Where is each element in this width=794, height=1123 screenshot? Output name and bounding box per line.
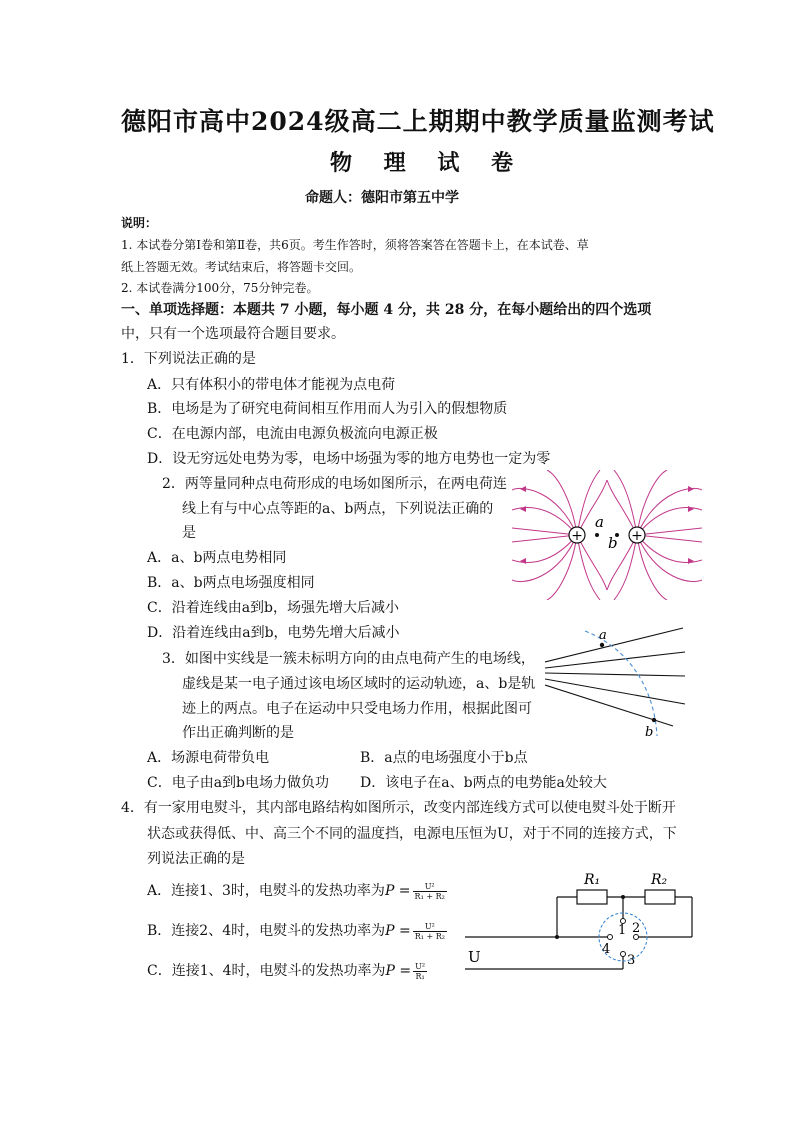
- q4-option-c-num: U²: [415, 961, 426, 971]
- q1-option-b: B．电场是为了研究电荷间相互作用而人为引入的假想物质: [147, 401, 508, 417]
- q4-option-a-text: A．连接1、3时，电熨斗的发热功率为: [147, 883, 385, 899]
- q2-stem-1: 2．两等量同种点电荷形成的电场如图所示，在两电荷连: [162, 476, 507, 492]
- notes-line-1b: 纸上答题无效。考试结束后，将答题卡交回。: [121, 260, 362, 274]
- field-arrows: [520, 486, 694, 564]
- q4-option-c: [147, 960, 427, 981]
- terminal-4-label: 4: [602, 942, 611, 957]
- q4-option-b-den: R₁ + R₂: [414, 931, 445, 941]
- q1-stem: 1．下列说法正确的是: [121, 351, 256, 367]
- author-line: 命题人：德阳市第五中学: [305, 190, 459, 206]
- q4-stem-2: 状态或获得低、中、高三个不同的温度挡，电源电压恒为U，对于不同的连接方式，下: [147, 826, 677, 842]
- q3-point-a-label: a: [599, 628, 607, 643]
- q2-option-b: B．a、b两点电场强度相同: [147, 575, 315, 591]
- notes-line-2: 2. 本试卷满分100分，75分钟完卷。: [121, 281, 319, 295]
- section-1-line-1: 一、单项选择题：本题共 7 小题，每小题 4 分，共 28 分，在每小题给出的四个选项: [121, 302, 652, 318]
- q2-stem-3: 是: [182, 525, 196, 541]
- q4-circuit-figure: [465, 866, 700, 978]
- q3-option-a: A．场源电荷带负电: [147, 750, 270, 766]
- exam-title: 德阳市高中2024级高二上期期中教学质量监测考试: [121, 107, 715, 136]
- q3-field-figure: [545, 626, 690, 741]
- q4-stem-1: 4．有一家用电熨斗，其内部电路结构如图所示，改变内部连线方式可以使电熨斗处于断开: [121, 800, 676, 816]
- q3-stem-1: 3．如图中实线是一簇未标明方向的由点电荷产生的电场线，: [162, 651, 535, 667]
- q3-point-b-label: b: [645, 725, 654, 740]
- notes-line-1: 1. 本试卷分第Ⅰ卷和第Ⅱ卷，共6页。考生作答时，须将答案答在答题卡上，在本试卷、草: [121, 238, 589, 252]
- q1-option-d: D．设无穷远处电势为零，电场中场强为零的地方电势也一定为零: [147, 451, 551, 467]
- q4-option-c-eq: P =: [385, 963, 412, 979]
- q4-option-b-eq: P =: [385, 923, 411, 939]
- q4-option-c-text: C．连接1、4时，电熨斗的发热功率为: [147, 963, 386, 979]
- q4-option-b-fraction: [413, 922, 447, 941]
- section-1-line-2: 中，只有一个选项最符合题目要求。: [121, 326, 345, 342]
- r2-label: R₂: [651, 872, 668, 888]
- terminal-1-label: 1: [618, 923, 627, 938]
- q3-point-b: [652, 718, 656, 722]
- terminal-3-label: 3: [627, 953, 636, 968]
- q4-stem-3: 列说法正确的是: [147, 851, 245, 867]
- junction-dot-top: [621, 895, 625, 899]
- circuit-wires: [465, 890, 692, 969]
- q4-option-a: [147, 880, 447, 901]
- q1-option-a: A．只有体积小的带电体才能视为点电荷: [147, 377, 396, 393]
- u-label: U: [468, 948, 481, 966]
- charge-left-sign: +: [571, 528, 583, 544]
- q3-stem-3: 迹上的两点。电子在运动中只受电场力作用，根据此图可: [182, 701, 532, 717]
- q4-option-a-num: U²: [413, 882, 447, 892]
- q4-option-a-den: R₁ + R₂: [414, 891, 445, 901]
- q3-trajectory: [585, 631, 657, 736]
- q4-option-a-fraction: [413, 882, 447, 901]
- q1-option-c: C．在电源内部，电流由电源负极流向电源正极: [147, 426, 438, 442]
- q2-field-figure: [512, 470, 702, 600]
- q4-option-c-fraction: [413, 962, 427, 981]
- field-lines: [512, 470, 702, 600]
- q3-stem-2: 虚线是某一电子通过该电场区域时的运动轨迹，a、b是轨: [182, 676, 536, 692]
- q3-point-a: [600, 643, 604, 647]
- q2-option-c: C．沿着连线由a到b，场强先增大后减小: [147, 600, 400, 616]
- r1-label: R₁: [584, 872, 601, 888]
- q4-option-c-den: R₁: [415, 971, 425, 981]
- point-a: [595, 533, 599, 537]
- q2-option-a: A．a、b两点电势相同: [147, 550, 287, 566]
- exam-subtitle: 物 理 试 卷: [330, 150, 525, 176]
- q4-option-b-num: U²: [413, 922, 447, 932]
- q4-option-b: [147, 920, 447, 941]
- charge-right-sign: +: [631, 528, 643, 544]
- q3-option-c: C．电子由a到b电场力做负功: [147, 775, 330, 791]
- q4-option-a-eq: P =: [384, 883, 411, 899]
- q2-stem-2: 线上有与中心点等距的a、b两点，下列说法正确的: [182, 501, 494, 517]
- q3-option-d: D．该电子在a、b两点的电势能a处较大: [360, 775, 607, 791]
- point-a-label: a: [595, 513, 604, 531]
- q3-option-b: B．a点的电场强度小于b点: [360, 750, 528, 766]
- q2-option-d: D．沿着连线由a到b，电势先增大后减小: [147, 625, 400, 641]
- terminal-2-label: 2: [632, 921, 641, 936]
- notes-heading: 说明：: [121, 216, 158, 230]
- q3-stem-4: 作出正确判断的是: [182, 725, 294, 741]
- q4-option-b-text: B．连接2、4时，电熨斗的发热功率为: [147, 923, 386, 939]
- junction-dot-left: [555, 935, 559, 939]
- q3-field-lines: [545, 628, 685, 726]
- point-b-label: b: [608, 534, 618, 552]
